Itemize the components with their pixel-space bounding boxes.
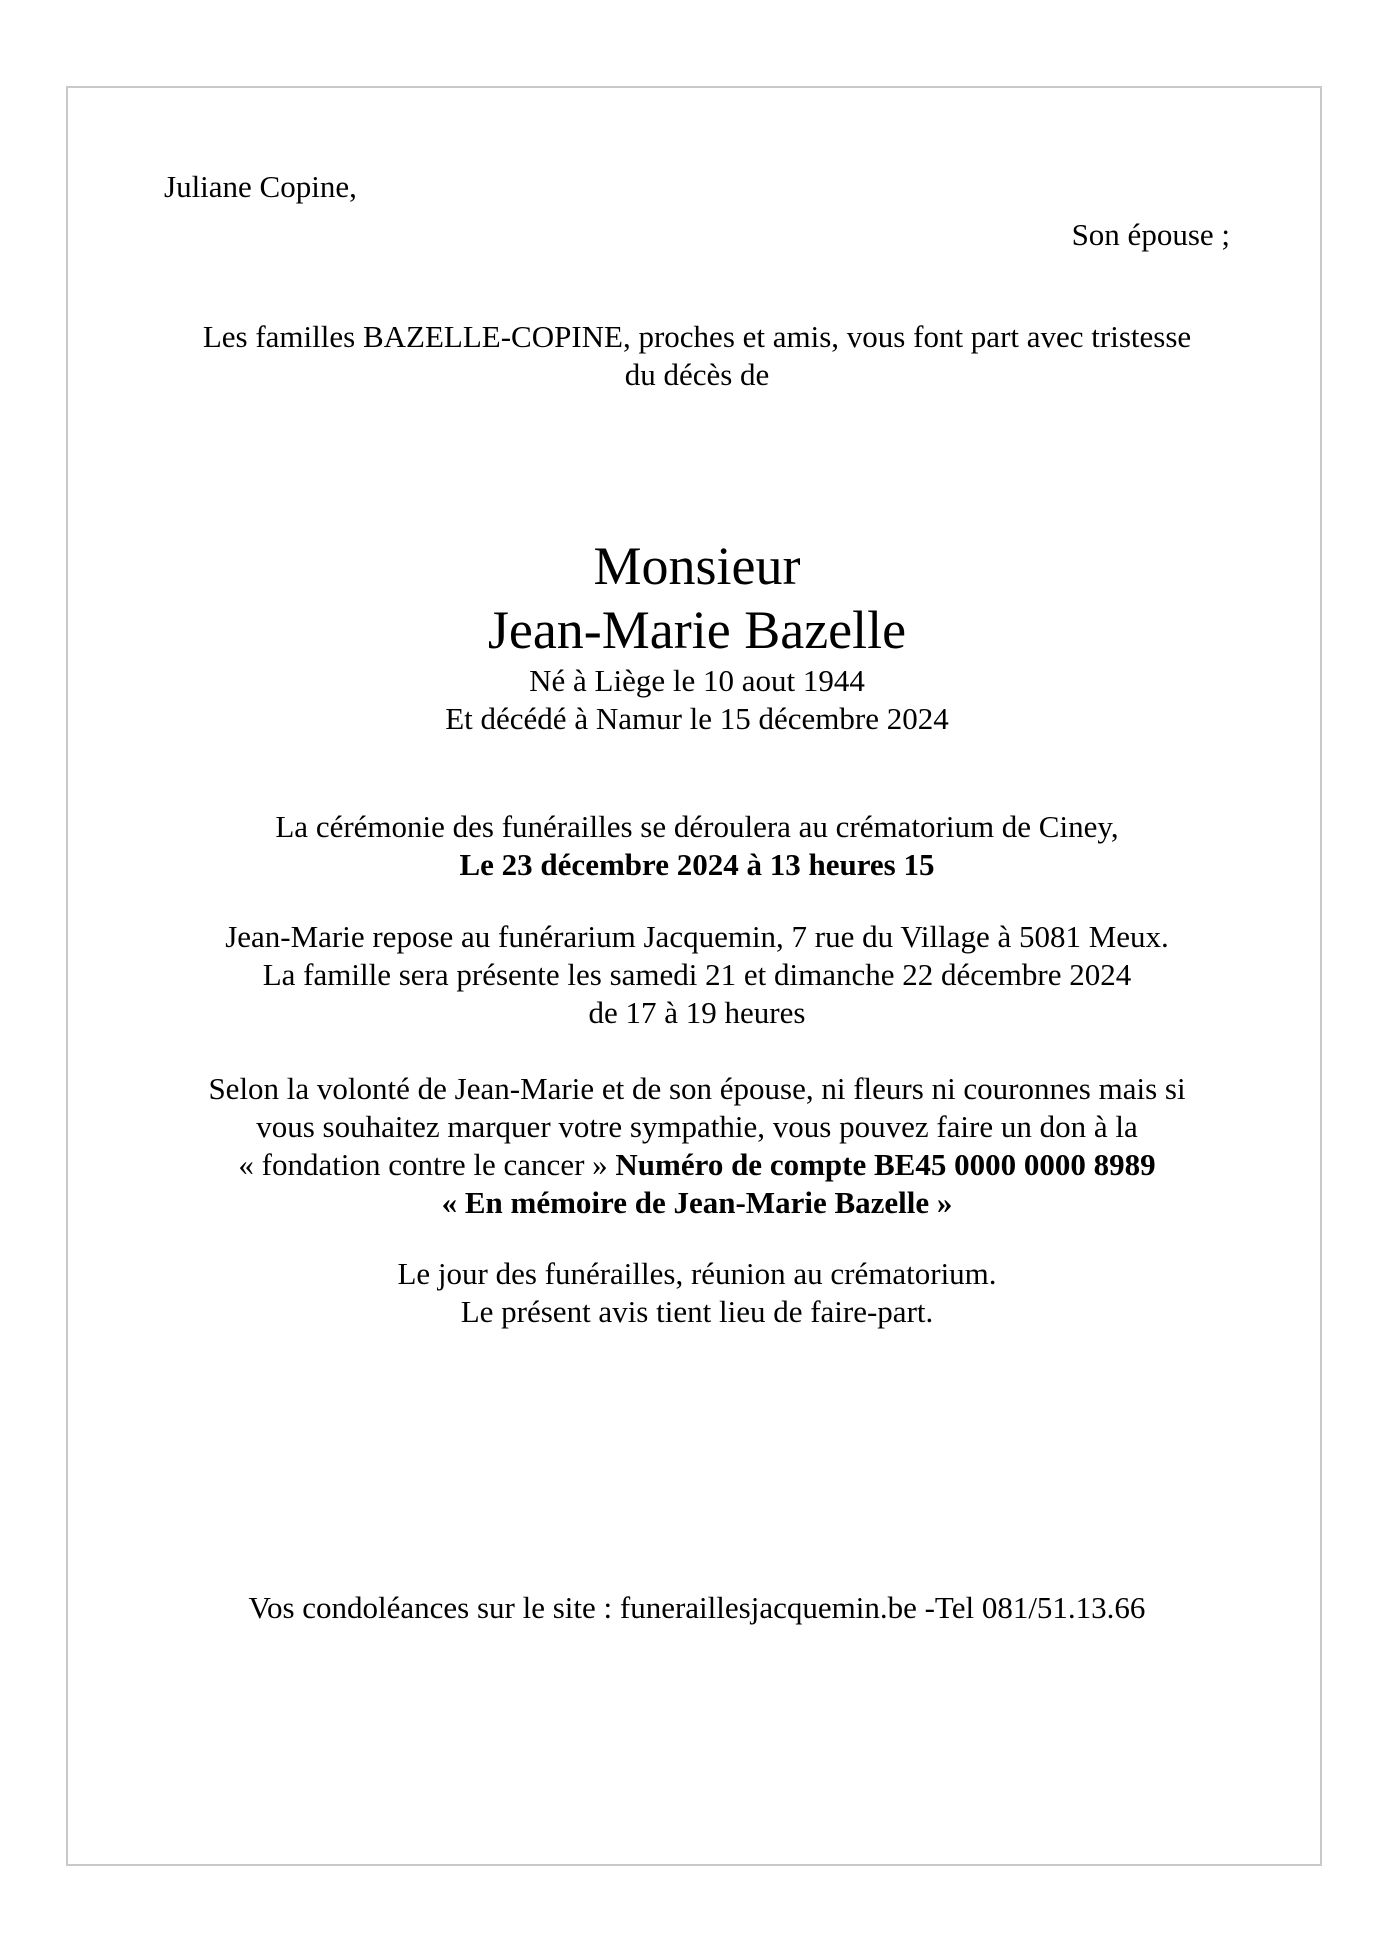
deceased-title: Monsieur	[593, 536, 801, 596]
spouse-relation-note: Son épouse ;	[1071, 217, 1230, 252]
announcement-line-2: du décès de	[624, 357, 770, 392]
page-border-frame	[66, 86, 1322, 1866]
death-line: Et décédé à Namur le 15 décembre 2024	[445, 701, 949, 736]
funeral-day-line: Le jour des funérailles, réunion au crématorium.	[397, 1256, 997, 1291]
spouse-name: Juliane Copine,	[164, 169, 357, 204]
donation-line-2: vous souhaitez marquer votre sympathie, vous pouvez faire un don à la	[256, 1109, 1138, 1144]
donation-foundation-text: « fondation contre le cancer »	[238, 1147, 616, 1182]
ceremony-datetime: Le 23 décembre 2024 à 13 heures 15	[459, 847, 935, 882]
repose-location-line: Jean-Marie repose au funérarium Jacquemin, 7 rue du Village à 5081 Meux.	[225, 919, 1169, 954]
ceremony-line: La cérémonie des funérailles se déroulera au crématorium de Ciney,	[275, 809, 1119, 844]
family-presence-line: La famille sera présente les samedi 21 et dimanche 22 décembre 2024	[262, 957, 1132, 992]
condolences-contact-line: Vos condoléances sur le site : funeraillesjacquemin.be -Tel 081/51.13.66	[248, 1590, 1146, 1625]
deceased-name: Jean-Marie Bazelle	[487, 600, 907, 660]
donation-account-number: Numéro de compte BE45 0000 0000 8989	[615, 1147, 1156, 1182]
announcement-line-1: Les familles BAZELLE-COPINE, proches et amis, vous font part avec tristesse	[202, 319, 1192, 354]
donation-line-3	[164, 1146, 1230, 1184]
birth-line: Né à Liège le 10 aout 1944	[529, 663, 865, 698]
notice-line: Le présent avis tient lieu de faire-part.	[460, 1294, 934, 1329]
visiting-hours-line: de 17 à 19 heures	[588, 995, 806, 1030]
donation-line-1: Selon la volonté de Jean-Marie et de son épouse, ni fleurs ni couronnes mais si	[208, 1071, 1186, 1106]
donation-memory-line: « En mémoire de Jean-Marie Bazelle »	[441, 1185, 953, 1220]
